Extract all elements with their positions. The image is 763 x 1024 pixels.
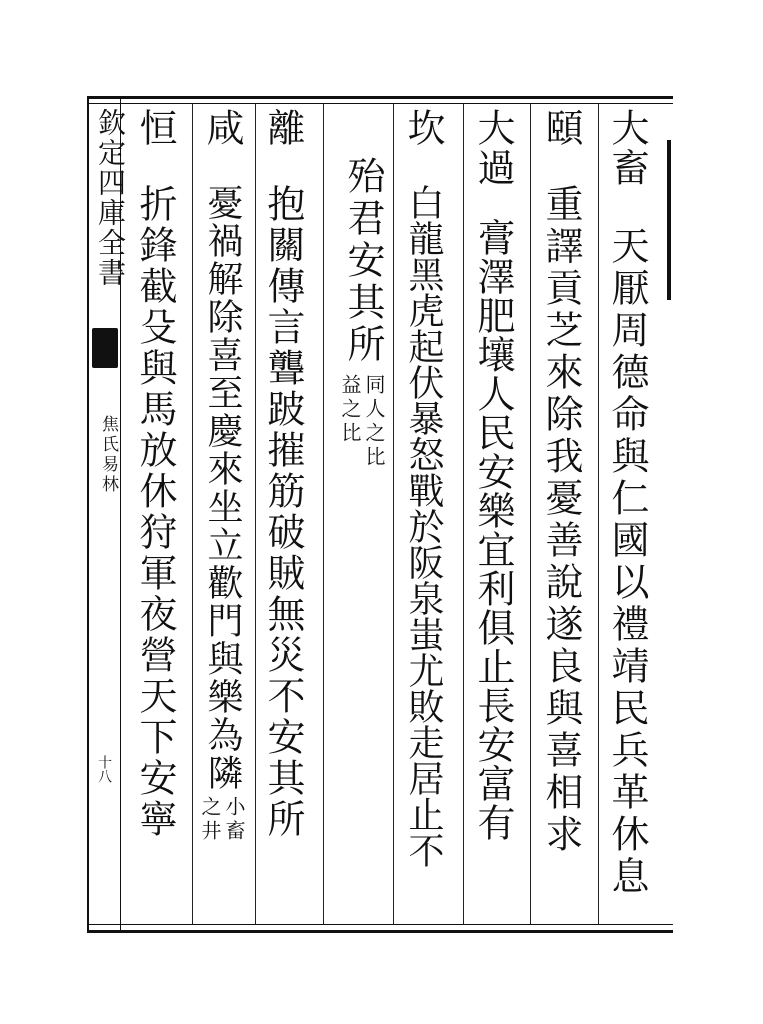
hexagram-title: 恒 — [133, 108, 177, 148]
verse-text: 憂禍解除喜至慶來坐立歡門與樂為隣 — [202, 184, 243, 792]
text-column — [605, 108, 649, 898]
bottom-inner-rule — [87, 924, 673, 925]
hexagram-title: 坎 — [401, 108, 445, 148]
column-separator — [598, 104, 599, 924]
verse-text: 殆君安其所 — [341, 156, 385, 366]
annotation-note: 小畜 — [222, 796, 246, 844]
annotation-note: 益之比 — [338, 374, 362, 446]
text-column — [539, 108, 583, 856]
annotation-group — [340, 374, 384, 470]
annotation-note: 同人之比 — [362, 374, 386, 470]
annotation-group — [200, 796, 244, 844]
text-column — [133, 108, 177, 840]
column-separator — [530, 104, 531, 924]
column-separator — [323, 104, 324, 924]
text-column — [471, 108, 515, 842]
column-separator — [255, 104, 256, 924]
annotation-note: 之井 — [198, 796, 222, 844]
left-border-rule — [87, 96, 89, 933]
column-separator — [463, 104, 464, 924]
bottom-border-rule — [87, 930, 673, 933]
text-column — [332, 156, 384, 470]
column-separator — [192, 104, 193, 924]
verse-text: 天厭周德命與仁國以禮靖民兵革休息 — [605, 226, 649, 898]
column-separator — [393, 104, 394, 924]
verse-text: 白龍黑虎起伏暴怒戰於阪泉蚩尤敗走居止不 — [403, 184, 444, 868]
hexagram-title: 離 — [261, 108, 305, 148]
text-column — [200, 108, 244, 844]
text-column — [261, 108, 305, 840]
right-edge-mark — [667, 140, 671, 300]
verse-text: 抱關傳言聾跛摧筋破賊無災不安其所 — [261, 184, 305, 840]
hexagram-title: 大畜 — [605, 108, 649, 188]
hexagram-title: 咸 — [200, 108, 244, 148]
verse-text: 折鋒截殳與馬放休狩軍夜營天下安寧 — [133, 184, 177, 840]
top-border-rule — [87, 96, 673, 99]
hexagram-title: 頤 — [539, 108, 583, 148]
verse-text: 膏澤肥壤人民安樂宜利俱止長安富有 — [471, 218, 515, 842]
fish-tail-mark — [92, 328, 118, 368]
spine-work-title: 焦氏易林 — [98, 415, 118, 495]
hexagram-title: 大過 — [471, 108, 515, 188]
spine-book-title: 欽定四庫全書 — [94, 108, 127, 288]
verse-text: 重譯貢芝來除我憂善說遂良與喜相求 — [539, 184, 583, 856]
spine-page-number: 十八 — [96, 755, 112, 783]
text-column — [401, 108, 445, 868]
top-inner-rule — [87, 103, 673, 104]
